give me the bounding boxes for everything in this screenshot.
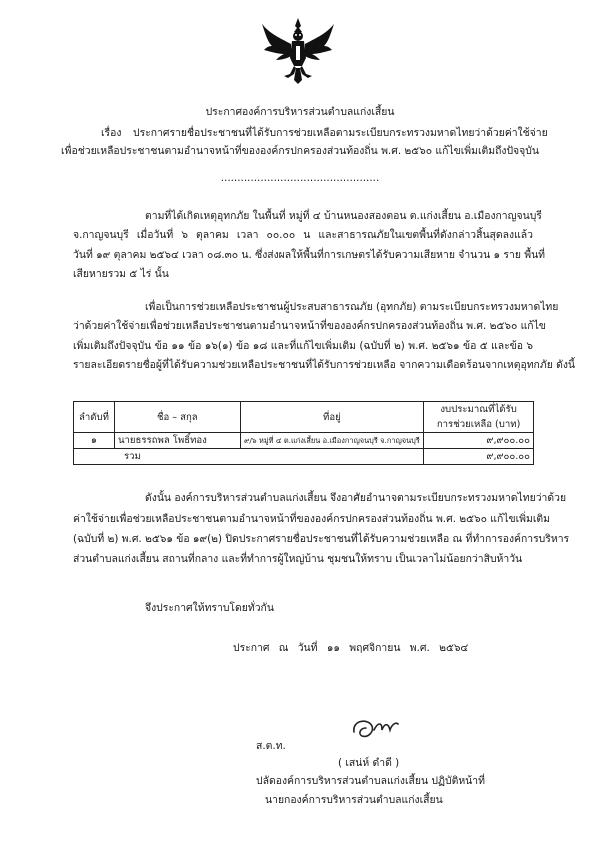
handwritten-signature-icon bbox=[348, 712, 404, 744]
signer-prefix: ส.ต.ท. bbox=[256, 740, 286, 752]
subject-line-1: ประกาศรายชื่อประชาชนที่ได้รับการช่วยเหลือตามระเบียบกระทรวงมหาดไทยว่าด้วยค่าใช้จ่าย bbox=[133, 127, 548, 139]
para1-line-2: จ.กาญจนบุรี เมื่อวันที่ ๖ ตุลาคม เวลา ๐๐.๐๐ น และสาธารณภัยในเขตพื้นที่ดังกล่าวสิ้นสุดลงแล้ว bbox=[73, 229, 533, 241]
table-row bbox=[74, 433, 534, 449]
para1-line-3: วันที่ ๑๙ ตุลาคม ๒๕๖๔ เวลา ๐๘.๓๐ น. ซึ่งส่งผลให้พื้นที่การเกษตรได้รับความเสียหาย จำนวน ๑ ราย พื้นที่ bbox=[73, 249, 546, 261]
header-name: ชื่อ – สกุล bbox=[114, 402, 240, 433]
subject-label: เรื่อง bbox=[101, 127, 122, 139]
cell-name: นายธรรถพล โพธิ์ทอง bbox=[114, 433, 240, 449]
cell-address: ๙/๖ หมู่ที่ ๔ ต.แก่งเสี้ยน อ.เมืองกาญจนบุรี จ.กาญจนบุรี bbox=[240, 433, 424, 449]
para1-line-1: ตามที่ได้เกิดเหตุอุทกภัย ในพื้นที่ หมู่ที่ ๔ บ้านหนองสองตอน ต.แก่งเสี้ยน อ.เมืองกาญจนบุรี bbox=[145, 210, 542, 222]
para1-line-4: เสียหายรวม ๕ ไร่ นั้น bbox=[73, 268, 169, 280]
para3-line-2: ค่าใช้จ่ายเพื่อช่วยเหลือประชาชนตามอำนาจหน้าที่ขององค์กรปกครองส่วนท้องถิ่น พ.ศ. ๒๕๖๐ แก้ไขเพิ่มเติม bbox=[73, 513, 550, 525]
header-budget bbox=[424, 402, 534, 433]
signer-title-1: ปลัดองค์การบริหารส่วนตำบลแก่งเสี้ยน ปฏิบัติหน้าที่ bbox=[256, 775, 485, 787]
cell-amount: ๙,๙๐๐.๐๐ bbox=[424, 433, 534, 449]
subject-line-2: เพื่อช่วยเหลือประชาชนตามอำนาจหน้าที่ขององค์กรปกครองส่วนท้องถิ่น พ.ศ. ๒๕๖๐ แก้ไขเพิ่มเติมถึงปัจจุบัน bbox=[61, 145, 539, 157]
table-header-row bbox=[74, 402, 534, 433]
para3-line-4: ส่วนตำบลแก่งเสี้ยน สถานที่กลาง และที่ทำการผู้ใหญ่บ้าน ชุมชนให้ทราบ เป็นเวลาไม่น้อยกว่าสิบห้าวัน bbox=[73, 553, 523, 565]
date-line: ประกาศ ณ วันที่ ๑๑ พฤศจิกายน พ.ศ. ๒๕๖๔ bbox=[233, 642, 469, 654]
header-budget-line-2: การช่วยเหลือ (บาท) bbox=[436, 419, 521, 430]
cell-no: ๑ bbox=[74, 433, 115, 449]
header-address: ที่อยู่ bbox=[240, 402, 424, 433]
garuda-emblem-icon bbox=[258, 14, 338, 86]
para2-line-1: เพื่อเป็นการช่วยเหลือประชาชนผู้ประสบสาธารณภัย (อุทกภัย) ตามระเบียบกระทรวงมหาดไทย bbox=[145, 301, 559, 313]
header-no: ลำดับที่ bbox=[74, 402, 115, 433]
para2-line-3: เพิ่มเติมถึงปัจจุบัน ข้อ ๑๑ ข้อ ๑๖(๑) ข้อ ๑๘ และที่แก้ไขเพิ่มเติม (ฉบับที่ ๒) พ.ศ. ๒๕๖๑ ข้อ ๕ และข้อ ๖ bbox=[73, 340, 533, 352]
para2-line-4: รายละเอียดรายชื่อผู้ที่ได้รับความช่วยเหลือประชาชนที่ได้รับการช่วยเหลือ จากความเดือดร้อนจากเหตุอุทกภัย ดังนี้ bbox=[73, 359, 576, 371]
para2-line-2: ว่าด้วยค่าใช้จ่ายเพื่อช่วยเหลือประชาชนตามอำนาจหน้าที่ขององค์กรปกครองส่วนท้องถิ่น พ.ศ. ๒๕๖๐ แก้ไข bbox=[73, 320, 546, 332]
assistance-table bbox=[73, 401, 534, 465]
total-amount: ๙,๙๐๐.๐๐ bbox=[424, 449, 534, 465]
announce-line: จึงประกาศให้ทราบโดยทั่วกัน bbox=[145, 602, 274, 614]
header-budget-line-1: งบประมาณที่ได้รับ bbox=[440, 404, 517, 415]
table-total-row bbox=[74, 449, 534, 465]
org-heading: ประกาศองค์การบริหารส่วนตำบลแก่งเสี้ยน bbox=[205, 106, 395, 118]
total-label: รวม bbox=[74, 449, 424, 465]
para3-line-1: ดังนั้น องค์การบริหารส่วนตำบลแก่งเสี้ยน จึงอาศัยอำนาจตามระเบียบกระทรวงมหาดไทยว่าด้วย bbox=[145, 492, 567, 504]
para3-line-3: (ฉบับที่ ๒) พ.ศ. ๒๕๖๑ ข้อ ๑๙(๒) ปิดประกาศรายชื่อประชาชนที่ได้รับความช่วยเหลือ ณ ที่ทำการองค์การบริหาร bbox=[73, 533, 570, 545]
signer-name: ( เสน่ห์ ดำดี ) bbox=[338, 757, 400, 769]
separator-dots: ................................................ bbox=[220, 172, 380, 184]
signer-title-2: นายกองค์การบริหารส่วนตำบลแก่งเสี้ยน bbox=[265, 794, 443, 806]
